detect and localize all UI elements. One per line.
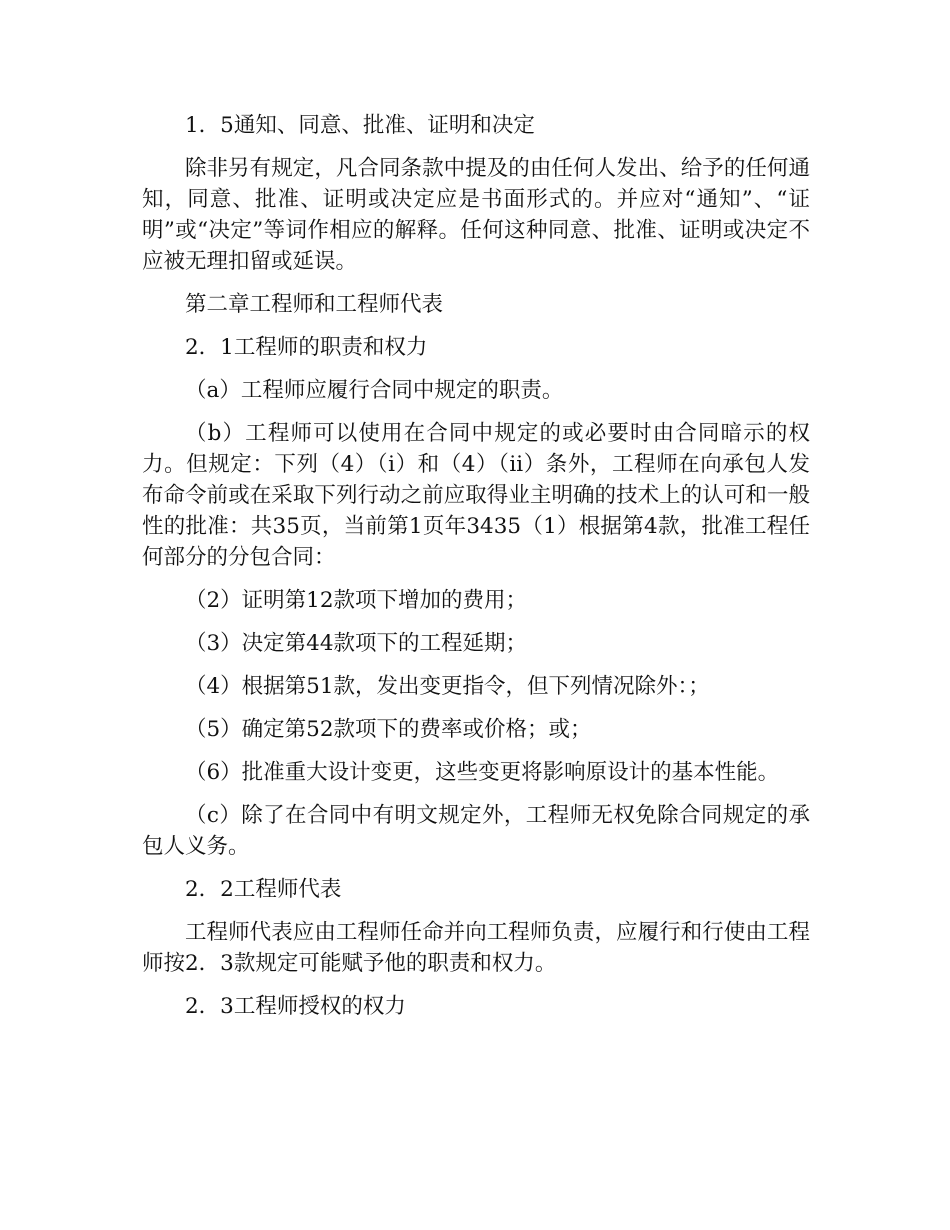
document-body bbox=[142, 110, 810, 1034]
paragraph-engineer-representative: 工程师代表应由工程师任命并向工程师负责，应履行和行使由工程师按2．3款规定可能赋予他的职责和权力。 bbox=[142, 920, 810, 976]
clause-a: （a）工程师应履行合同中规定的职责。 bbox=[185, 378, 564, 403]
section-heading-1-5: 1．5通知、同意、批准、证明和决定 bbox=[185, 113, 535, 138]
item-4: （4）根据第51款，发出变更指令，但下列情况除外：； bbox=[185, 674, 710, 699]
item-5: （5）确定第52款项下的费率或价格；或； bbox=[185, 717, 592, 742]
item-2: （2）证明第12款项下增加的费用； bbox=[185, 588, 528, 613]
chapter-title-engineer: 第二章工程师和工程师代表 bbox=[185, 292, 444, 317]
clause-b: （b）工程师可以使用在合同中规定的或必要时由合同暗示的权力。但规定：下列（4）（i）和（4）（ii）条外，工程师在向承包人发布命令前或在采取下列行动之前应取得业主明确的技术上的认可和一般性的批准：共35页，当前第1页年3435（1）根据第4款，批准工程任何部分的分包合同： bbox=[142, 421, 810, 570]
item-6: （6）批准重大设计变更，这些变更将影响原设计的基本性能。 bbox=[185, 760, 780, 785]
section-heading-2-3: 2．3工程师授权的权力 bbox=[185, 994, 406, 1019]
section-heading-2-1: 2．1工程师的职责和权力 bbox=[185, 335, 428, 360]
item-3: （3）决定第44款项下的工程延期； bbox=[185, 631, 528, 656]
paragraph-notice-written-form: 除非另有规定，凡合同条款中提及的由任何人发出、给予的任何通知，同意、批准、证明或决定应是书面形式的。并应对“通知”、“证明”或“决定”等词作相应的解释。任何这种同意、批准、证明或决定不应被无理扣留或延误。 bbox=[142, 156, 810, 274]
section-heading-2-2: 2．2工程师代表 bbox=[185, 877, 342, 902]
clause-c: （c）除了在合同中有明文规定外，工程师无权免除合同规定的承包人义务。 bbox=[142, 803, 810, 859]
